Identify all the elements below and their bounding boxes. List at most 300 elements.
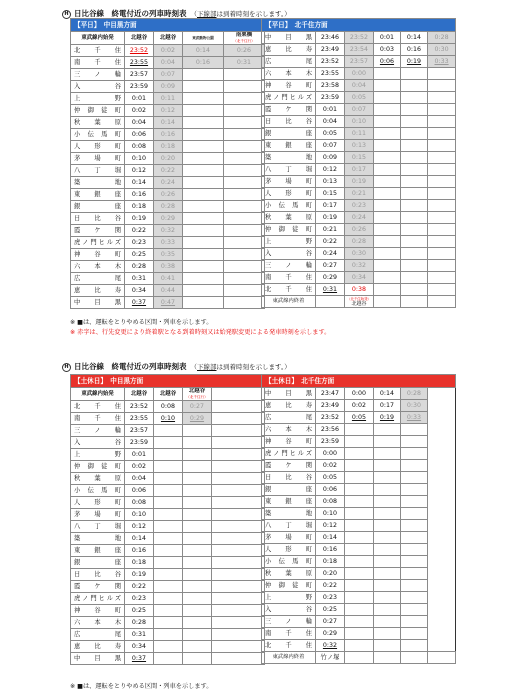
time-cell [401,472,428,484]
time-cell: 0:10 [125,509,154,521]
time-cell [154,617,183,629]
time-cell [401,140,428,152]
time-cell [374,424,401,436]
time-cell [428,92,456,104]
time-cell [401,164,428,176]
station-name: 日比谷 [262,472,316,484]
time-cell: 0:25 [125,249,154,261]
time-cell: 0:00 [345,388,374,400]
time-cell: 0:04 [125,117,154,129]
time-cell [428,152,456,164]
table-row [71,297,265,309]
station-name: 南千住 [71,57,125,69]
time-cell [154,497,183,509]
station-name: 中目黒 [71,653,125,665]
time-cell: 0:14 [401,32,428,44]
empty-cell [212,449,265,461]
time-cell [154,533,183,545]
time-cell [224,249,265,261]
time-cell [183,533,212,545]
table-row [262,472,456,484]
station-name: 入谷 [262,248,316,260]
time-cell [428,236,456,248]
station-name: 六本木 [262,68,316,80]
time-cell: 0:12 [154,105,183,117]
time-cell: 0:10 [316,508,345,520]
empty-cell [212,401,265,413]
station-name: 神谷町 [262,80,316,92]
station-name: 築地 [262,152,316,164]
time-cell: 0:11 [345,128,374,140]
time-cell: 0:30 [428,44,456,56]
time-cell: 0:06 [374,56,401,68]
table-row [262,116,456,128]
time-cell: 0:12 [316,164,345,176]
time-cell: 0:37 [125,653,154,665]
time-cell: 0:28 [154,201,183,213]
table-row [71,449,265,461]
time-cell: 0:15 [316,188,345,200]
time-cell [374,568,401,580]
time-cell [374,260,401,272]
time-cell: 23:52 [316,412,345,424]
time-cell [345,460,374,472]
table-row [262,448,456,460]
time-cell: 0:02 [154,45,183,57]
time-cell: 0:02 [125,105,154,117]
time-cell [428,104,456,116]
station-name: 霞ケ関 [262,104,316,116]
time-cell: 0:08 [125,497,154,509]
time-cell: 0:05 [316,472,345,484]
time-cell: 0:01 [316,104,345,116]
table-row [262,412,456,424]
table-row [71,93,265,105]
station-name: 三ノ輪 [262,616,316,628]
time-cell [345,568,374,580]
time-cell: 0:35 [154,249,183,261]
station-name: 南千住 [262,272,316,284]
table-row [262,176,456,188]
time-cell: 23:52 [316,56,345,68]
station-name: 秋葉原 [71,117,125,129]
time-cell: 0:03 [374,44,401,56]
empty-cell [212,485,265,497]
table-row [262,508,456,520]
time-cell [401,152,428,164]
time-cell [374,80,401,92]
time-cell [428,188,456,200]
station-name: 中目黒 [262,388,316,400]
time-cell: 0:19 [374,412,401,424]
time-cell: 0:21 [345,188,374,200]
time-cell: 0:07 [345,104,374,116]
time-cell: 0:19 [316,212,345,224]
table-row [71,225,265,237]
time-cell: 0:08 [125,141,154,153]
time-cell: 0:14 [154,117,183,129]
time-cell: 0:14 [374,388,401,400]
time-cell [401,640,428,652]
column-header: 北越谷 [154,388,183,401]
time-cell: 23:59 [316,92,345,104]
time-cell: 0:37 [125,297,154,309]
time-cell: 0:01 [125,93,154,105]
table-row [262,284,456,296]
time-cell: 0:10 [345,116,374,128]
empty-cell [212,629,265,641]
station-name: 恵比寿 [71,285,125,297]
time-cell: 0:23 [125,593,154,605]
time-cell [401,224,428,236]
terminal-note: （北千住始発） 北越谷 [345,296,374,308]
time-cell [374,508,401,520]
time-cell: 0:12 [316,520,345,532]
station-name: 日比谷 [71,569,125,581]
time-cell: 0:26 [345,224,374,236]
column-header: 東武線内始発 [71,32,125,45]
time-cell: 0:04 [316,116,345,128]
time-cell [183,497,212,509]
time-cell [183,629,212,641]
table-row [71,545,265,557]
time-cell [183,473,212,485]
time-cell [401,580,428,592]
empty-cell [212,497,265,509]
footnote-red: ※ 赤字は、行先変更により終着駅となる到着時刻又は始発駅変更による発車時刻を示します。 [70,329,331,336]
time-cell: 0:04 [345,80,374,92]
time-cell: 0:31 [125,273,154,285]
station-name: 茅場町 [71,153,125,165]
time-cell [401,448,428,460]
time-cell [183,557,212,569]
table-row [262,580,456,592]
time-cell [428,176,456,188]
time-cell: 0:02 [316,460,345,472]
time-cell: 0:29 [154,213,183,225]
station-name: 北千住 [71,45,125,57]
empty-cell [212,509,265,521]
time-cell: 0:14 [183,45,224,57]
time-cell: 0:06 [125,129,154,141]
time-cell: 0:20 [154,153,183,165]
table-row [71,177,265,189]
time-cell [345,496,374,508]
table-row [71,189,265,201]
time-cell [154,641,183,653]
time-cell [374,212,401,224]
empty-cell [212,437,265,449]
time-cell: 0:26 [224,45,265,57]
time-cell [154,581,183,593]
time-cell: 0:08 [316,496,345,508]
station-name: 秋葉原 [262,568,316,580]
time-cell [374,640,401,652]
station-name: 三ノ輪 [71,425,125,437]
time-cell [401,236,428,248]
table-row [71,201,265,213]
time-cell [374,460,401,472]
time-cell [183,545,212,557]
table-row [71,285,265,297]
empty-cell [212,521,265,533]
empty-cell [212,461,265,473]
time-cell [374,92,401,104]
time-cell [183,593,212,605]
station-name: 恵比寿 [262,44,316,56]
time-cell: 0:22 [125,225,154,237]
time-cell: 0:24 [316,248,345,260]
table-row [262,260,456,272]
time-cell [401,272,428,284]
time-cell [154,473,183,485]
table-row [262,80,456,92]
time-cell [345,592,374,604]
time-cell [401,436,428,448]
footnote-cancel: ※ ■は、運転をとりやめる区間・列車を示します。 [70,683,213,690]
time-cell [428,140,456,152]
time-cell: 23:59 [316,436,345,448]
station-name: 六本木 [71,617,125,629]
station-name: 八丁堀 [71,521,125,533]
time-cell: 0:05 [345,412,374,424]
time-cell [224,213,265,225]
time-cell [374,604,401,616]
empty-cell [212,569,265,581]
table-row [262,140,456,152]
time-cell: 0:33 [428,56,456,68]
time-cell [374,272,401,284]
table-row [71,461,265,473]
time-cell: 0:32 [316,640,345,652]
time-cell [401,116,428,128]
time-cell [374,520,401,532]
time-cell [401,496,428,508]
table-row [262,460,456,472]
table-row [262,272,456,284]
time-cell [374,140,401,152]
time-cell: 0:12 [125,165,154,177]
time-cell [401,188,428,200]
station-name: 霞ケ関 [262,460,316,472]
station-name: 人形町 [262,544,316,556]
time-cell [224,189,265,201]
time-cell: 0:22 [316,236,345,248]
time-cell [224,177,265,189]
table-row [262,56,456,68]
table-row [71,45,265,57]
station-name: 東銀座 [262,496,316,508]
time-cell: 0:22 [316,580,345,592]
time-cell [374,128,401,140]
empty-cell [212,641,265,653]
time-cell [401,556,428,568]
station-name: 東銀座 [71,545,125,557]
station-name: 仲御徒町 [71,461,125,473]
time-cell [428,272,456,284]
terminal-label: 東武線内終着 [262,652,316,664]
table-row [71,273,265,285]
time-cell: 0:14 [125,177,154,189]
station-name: 虎ノ門ヒルズ [71,237,125,249]
empty-cell [212,413,265,425]
station-name: 恵比寿 [71,641,125,653]
column-header: 東武動物公園 [183,32,224,45]
table-row [262,520,456,532]
time-cell [401,284,428,296]
time-cell: 0:16 [125,545,154,557]
hibiya-line-icon: H [62,363,71,372]
time-cell [224,297,265,309]
table-row [71,81,265,93]
station-name: 小伝馬町 [71,485,125,497]
time-cell [154,461,183,473]
time-cell [345,436,374,448]
station-name: 銀座 [262,484,316,496]
time-cell: 0:20 [316,568,345,580]
station-name: 上野 [71,93,125,105]
station-name: 日比谷 [71,213,125,225]
time-cell [183,177,224,189]
time-cell [401,80,428,92]
table-row [71,641,265,653]
time-cell: 0:32 [154,225,183,237]
time-cell: 0:33 [154,237,183,249]
table-row [71,617,265,629]
time-cell [374,544,401,556]
time-cell: 0:31 [224,57,265,69]
time-cell [183,653,212,665]
time-cell [374,236,401,248]
time-cell [401,604,428,616]
time-cell [154,485,183,497]
time-cell [224,105,265,117]
time-cell: 0:18 [316,556,345,568]
time-cell [224,201,265,213]
time-cell [428,260,456,272]
time-cell [224,153,265,165]
station-name: 仲御徒町 [262,224,316,236]
time-cell: 0:16 [316,544,345,556]
time-cell [345,628,374,640]
time-cell [401,484,428,496]
holiday-southbound-table [70,374,265,665]
table-row [262,152,456,164]
station-name: 小伝馬町 [262,556,316,568]
time-cell [183,141,224,153]
time-cell [154,653,183,665]
time-cell: 0:12 [125,521,154,533]
time-cell: 23:56 [316,424,345,436]
time-cell: 0:01 [125,449,154,461]
time-cell: 0:01 [374,32,401,44]
time-cell [154,521,183,533]
table-row [262,592,456,604]
time-cell: 0:00 [345,68,374,80]
time-cell [401,104,428,116]
table-row [71,69,265,81]
time-cell [401,92,428,104]
time-cell: 0:28 [125,261,154,273]
time-cell: 0:19 [401,56,428,68]
time-cell [224,117,265,129]
time-cell: 0:38 [154,261,183,273]
time-cell [374,496,401,508]
time-cell: 0:16 [183,57,224,69]
table-row [262,616,456,628]
time-cell [183,285,224,297]
station-name: 南千住 [71,413,125,425]
table-row [71,497,265,509]
time-cell: 23:55 [125,413,154,425]
time-cell [345,520,374,532]
station-name: 中目黒 [71,297,125,309]
time-cell: 0:19 [125,213,154,225]
time-cell [154,569,183,581]
empty-cell [212,473,265,485]
station-name: 茅場町 [262,176,316,188]
station-name: 上野 [262,592,316,604]
time-cell [183,129,224,141]
table-header: 【平日】 北千住方面 [262,19,456,32]
station-name: 広尾 [262,412,316,424]
time-cell: 0:15 [345,152,374,164]
time-cell [345,640,374,652]
time-cell [345,556,374,568]
table-row [262,424,456,436]
time-cell: 0:27 [316,616,345,628]
table-row [71,605,265,617]
time-cell [374,68,401,80]
station-name: 中目黒 [262,32,316,44]
time-cell [401,460,428,472]
time-cell: 0:28 [428,32,456,44]
time-cell [224,165,265,177]
station-name: 人形町 [71,497,125,509]
station-name: 築地 [262,508,316,520]
time-cell [428,248,456,260]
time-cell [183,449,212,461]
time-cell: 0:11 [154,93,183,105]
weekday-northbound-table [261,18,456,308]
time-cell: 0:02 [345,400,374,412]
time-cell: 23:54 [345,44,374,56]
table-row [262,248,456,260]
station-name: 南千住 [262,628,316,640]
time-cell: 0:09 [316,152,345,164]
table-row [71,401,265,413]
time-cell: 0:07 [154,69,183,81]
table-row [71,473,265,485]
time-cell [183,93,224,105]
time-cell [154,449,183,461]
time-cell: 0:47 [154,297,183,309]
column-header: 北越谷 [125,32,154,45]
station-name: 神谷町 [262,436,316,448]
station-name: 神谷町 [71,249,125,261]
weekday-southbound-table [70,18,265,309]
time-cell [401,424,428,436]
time-cell: 0:44 [154,285,183,297]
table-row [71,521,265,533]
time-cell [401,616,428,628]
time-cell: 0:38 [345,284,374,296]
time-cell [183,569,212,581]
time-cell: 0:32 [345,260,374,272]
table-row [262,544,456,556]
time-cell [401,532,428,544]
column-header: 北越谷 [154,32,183,45]
